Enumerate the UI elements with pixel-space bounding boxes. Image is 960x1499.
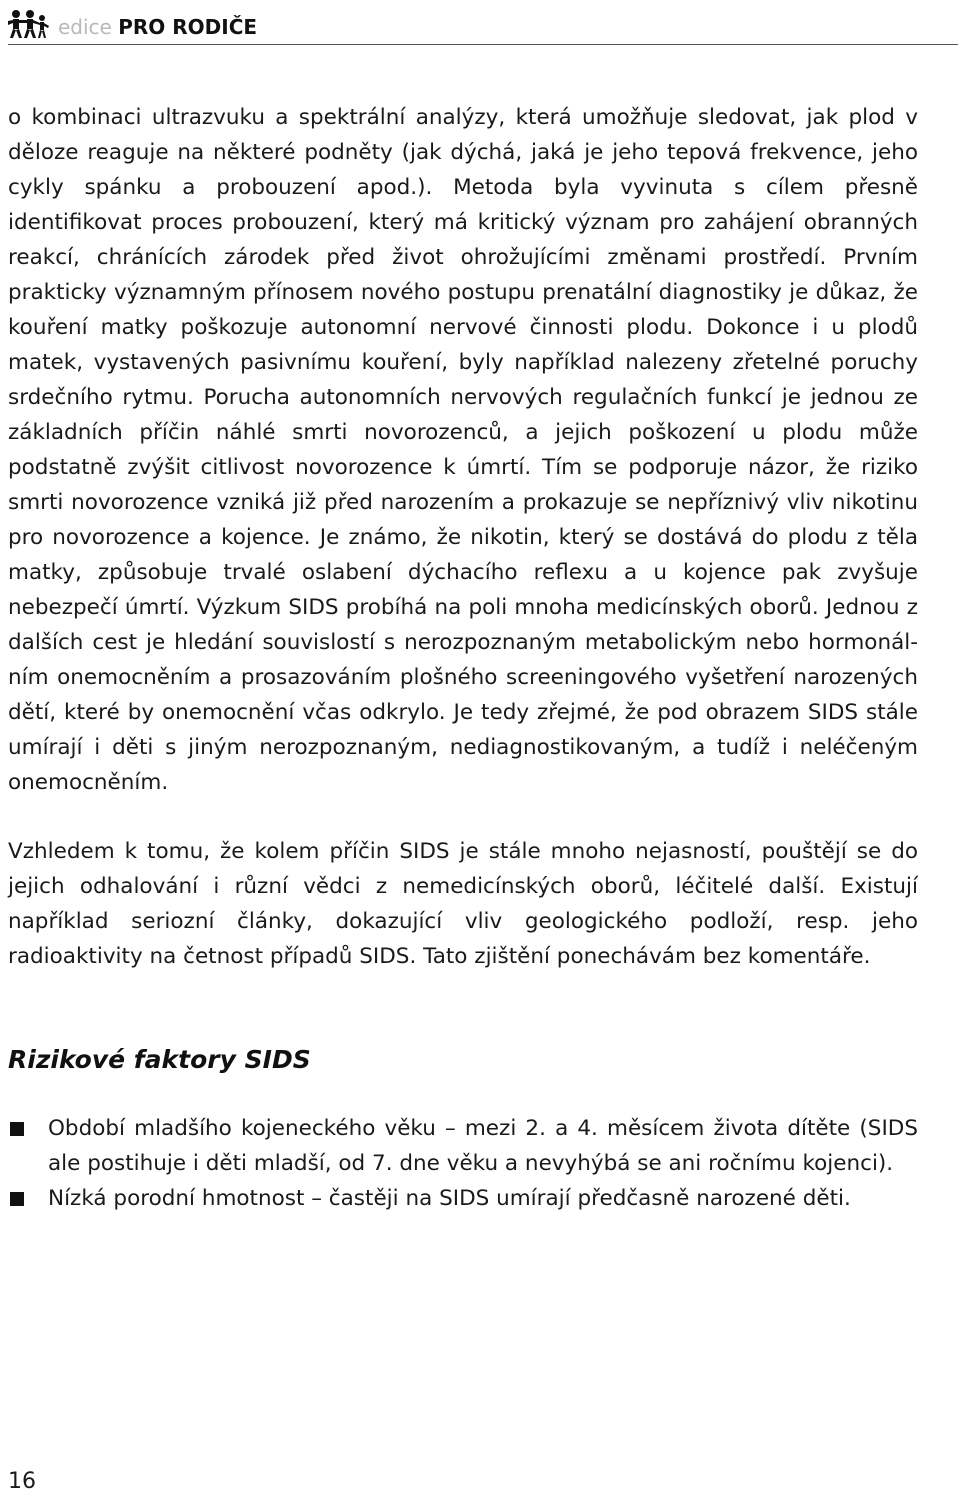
- list-item: [8, 1111, 918, 1181]
- page-header: [8, 8, 958, 45]
- body-paragraph-1: o kombinaci ultrazvuku a spektrální analýzy, která umožňuje sledovat, jak plod v děloze reaguje na některé podněty (jak dýchá, jaká je jeho tepová frekvence, jeho cykly spánku a probouzení apod.). Metoda byla vyvinuta s cílem přesně identifikovat proces probouzení, který má kritický význam pro zahájení obranných reakcí, chránících zárodek před život ohrožujícími změnami prostředí. Prvním prakticky významným přínosem nového postupu prenatální diagnostiky je důkaz, že kouření matky poškozuje autonomní nervové činnosti plodu. Dokonce i u plodů matek, vystavených pasivnímu kouření, byly například nalezeny zřetelné poruchy srdečního rytmu. Porucha autonomních nervových regulačních funkcí je jednou ze základních příčin náhlé smrti novorozenců, a jejich poškození u plodu může podstatně zvýšit citlivost novorozence k úmrtí. Tím se podporuje názor, že riziko smrti novorozence vzniká již před narozením a prokazuje se nepříznivý vliv nikotinu pro novorozence a kojence. Je známo, že nikotin, který se dostává do plodu z těla matky, způsobuje trvalé oslabení dýchacího reflexu a u kojence pak zvyšuje nebezpečí úmrtí. Výzkum SIDS probíhá na poli mnoha medicínských oborů. Jednou z dalších cest je hledání souvislostí s nerozpoznaným metabolickým nebo hormonálním onemocněním a prosazováním plošného screeningového vyšetření narozených dětí, které by onemocnění včas odkrylo. Je tedy zřejmé, že pod obrazem SIDS stále umírají i děti s jiným nerozpoznaným, nediagnostikovaným, a tudíž i neléčeným onemocněním.: [8, 105, 918, 795]
- risk-factors-list: [8, 1111, 918, 1216]
- list-item-text: Období mladšího kojeneckého věku – mezi 2. a 4. měsícem života dítěte (SIDS ale postihuje i děti mladší, od 7. dne věku a nevyhýbá se ani ročnímu kojenci).: [48, 1116, 918, 1176]
- list-item: [8, 1181, 918, 1216]
- page-content: [8, 100, 918, 1216]
- square-bullet-icon: [10, 1192, 24, 1206]
- series-prefix: edice: [58, 15, 112, 39]
- section-heading: Rizikové faktory SIDS: [8, 1045, 311, 1074]
- series-title: [58, 15, 257, 39]
- family-figures-icon: [8, 9, 50, 39]
- square-bullet-icon: [10, 1122, 24, 1136]
- page-number: 16: [8, 1469, 36, 1494]
- list-item-text: Nízká porodní hmotnost – častěji na SIDS umírají předčasně narozené děti.: [48, 1186, 851, 1211]
- series-name: PRO RODIČE: [118, 15, 258, 39]
- body-paragraph-2: Vzhledem k tomu, že kolem příčin SIDS je stále mnoho nejasností, pouštějí se do jejich odhalování i různí vědci z nemedicínských oborů, léčitelé další. Existují například seriozní články, dokazující vliv geologického podloží, resp. jeho radioaktivity na četnost případů SIDS. Tato zjištění ponechávám bez komentáře.: [8, 839, 918, 969]
